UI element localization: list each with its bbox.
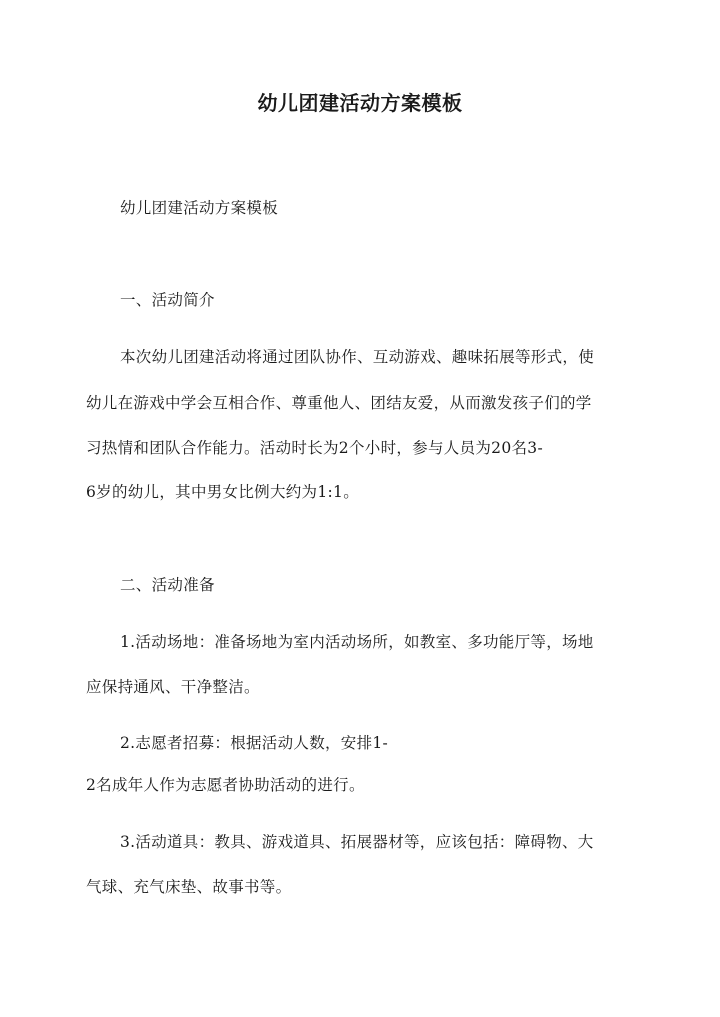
section-heading-prep: 二、活动准备: [120, 576, 215, 594]
list-item-line: 2名成年人作为志愿者协助活动的进行。: [86, 776, 365, 794]
section-heading-intro: 一、活动简介: [120, 291, 215, 309]
list-item-line: 1.活动场地：准备场地为室内活动场所，如教室、多功能厅等，场地: [120, 633, 594, 651]
paragraph-line: 6岁的幼儿，其中男女比例大约为1:1。: [86, 483, 360, 501]
list-item-line: 应保持通风、干净整洁。: [86, 678, 260, 696]
list-item-line: 气球、充气床垫、故事书等。: [86, 878, 292, 896]
document-subtitle: 幼儿团建活动方案模板: [120, 199, 279, 217]
paragraph-line: 幼儿在游戏中学会互相合作、尊重他人、团结友爱，从而激发孩子们的学: [86, 394, 592, 412]
paragraph-line: 习热情和团队合作能力。活动时长为2个小时，参与人员为20名3-: [86, 439, 543, 457]
document-title: 幼儿团建活动方案模板: [257, 91, 463, 115]
paragraph-line: 本次幼儿团建活动将通过团队协作、互动游戏、趣味拓展等形式，使: [120, 348, 595, 366]
list-item-line: 3.活动道具：教具、游戏道具、拓展器材等，应该包括：障碍物、大: [120, 833, 594, 851]
list-item-line: 2.志愿者招募：根据活动人数，安排1-: [120, 734, 389, 752]
